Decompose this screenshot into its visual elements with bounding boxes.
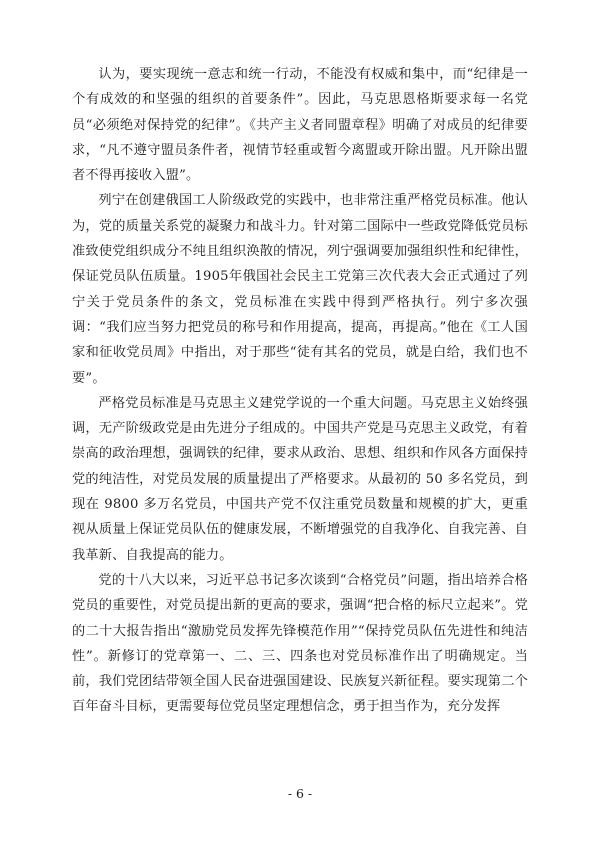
page-body-text	[72, 62, 528, 720]
paragraph: 列宁在创建俄国工人阶级政党的实践中，也非常注重严格党员标准。他认为，党的质量关系党的凝聚力和战斗力。针对第二国际中一些政党降低党员标准致使党组织成分不纯且组织涣散的情况，列宁强调要加强组织性和纪律性，保证党员队伍质量。1905年俄国社会民主工党第三次代表大会正式通过了列宁关于党员条件的条文，党员标准在实践中得到严格执行。列宁多次强调：“我们应当努力把党员的称号和作用提高，提高，再提高。”他在《工人国家和征收党员周》中指出，对于那些“徒有其名的党员，就是白给，我们也不要”。	[72, 193, 528, 386]
paragraph: 严格党员标准是马克思主义建党学说的一个重大问题。马克思主义始终强调，无产阶级政党是由先进分子组成的。中国共产党是马克思主义政党，有着崇高的政治理想，强调铁的纪律，要求从政治、思想、组织和作风各方面保持党的纯洁性，对党员发展的质量提出了严格要求。从最初的 50 多名党员，到现在 9800 多万名党员，中国共产党不仅注重党员数量和规模的扩大，更重视从质量上保证党员队伍的健康发展，不断增强党的自我净化、自我完善、自我革新、自我提高的能力。	[72, 395, 528, 563]
paragraph: 认为，要实现统一意志和统一行动，不能没有权威和集中，而“纪律是一个有成效的和坚强的组织的首要条件”。因此，马克思恩格斯要求每一名党员“必须绝对保持党的纪律”。《共产主义者同盟章程》明确了对成员的纪律要求，“凡不遵守盟员条件者，视情节轻重或暂今离盟或开除出盟。凡开除出盟者不得再接收入盟”。	[72, 67, 528, 184]
page-number: - 6 -	[287, 786, 313, 801]
paragraph: 党的十八大以来，习近平总书记多次谈到“合格党员”问题，指出培养合格党员的重要性，对党员提出新的更高的要求，强调“把合格的标尺立起来”。党的二十大报告指出“激励党员发挥先锋模范作用”“保持党员队伍先进性和纯洁性”。新修订的党章第一、二、三、四条也对党员标准作出了明确规定。当前，我们党团结带领全国人民奋进强国建设、民族复兴新征程。要实现第二个百年奋斗目标，更需要每位党员坚定理想信念，勇于担当作为，充分发挥	[72, 572, 528, 715]
